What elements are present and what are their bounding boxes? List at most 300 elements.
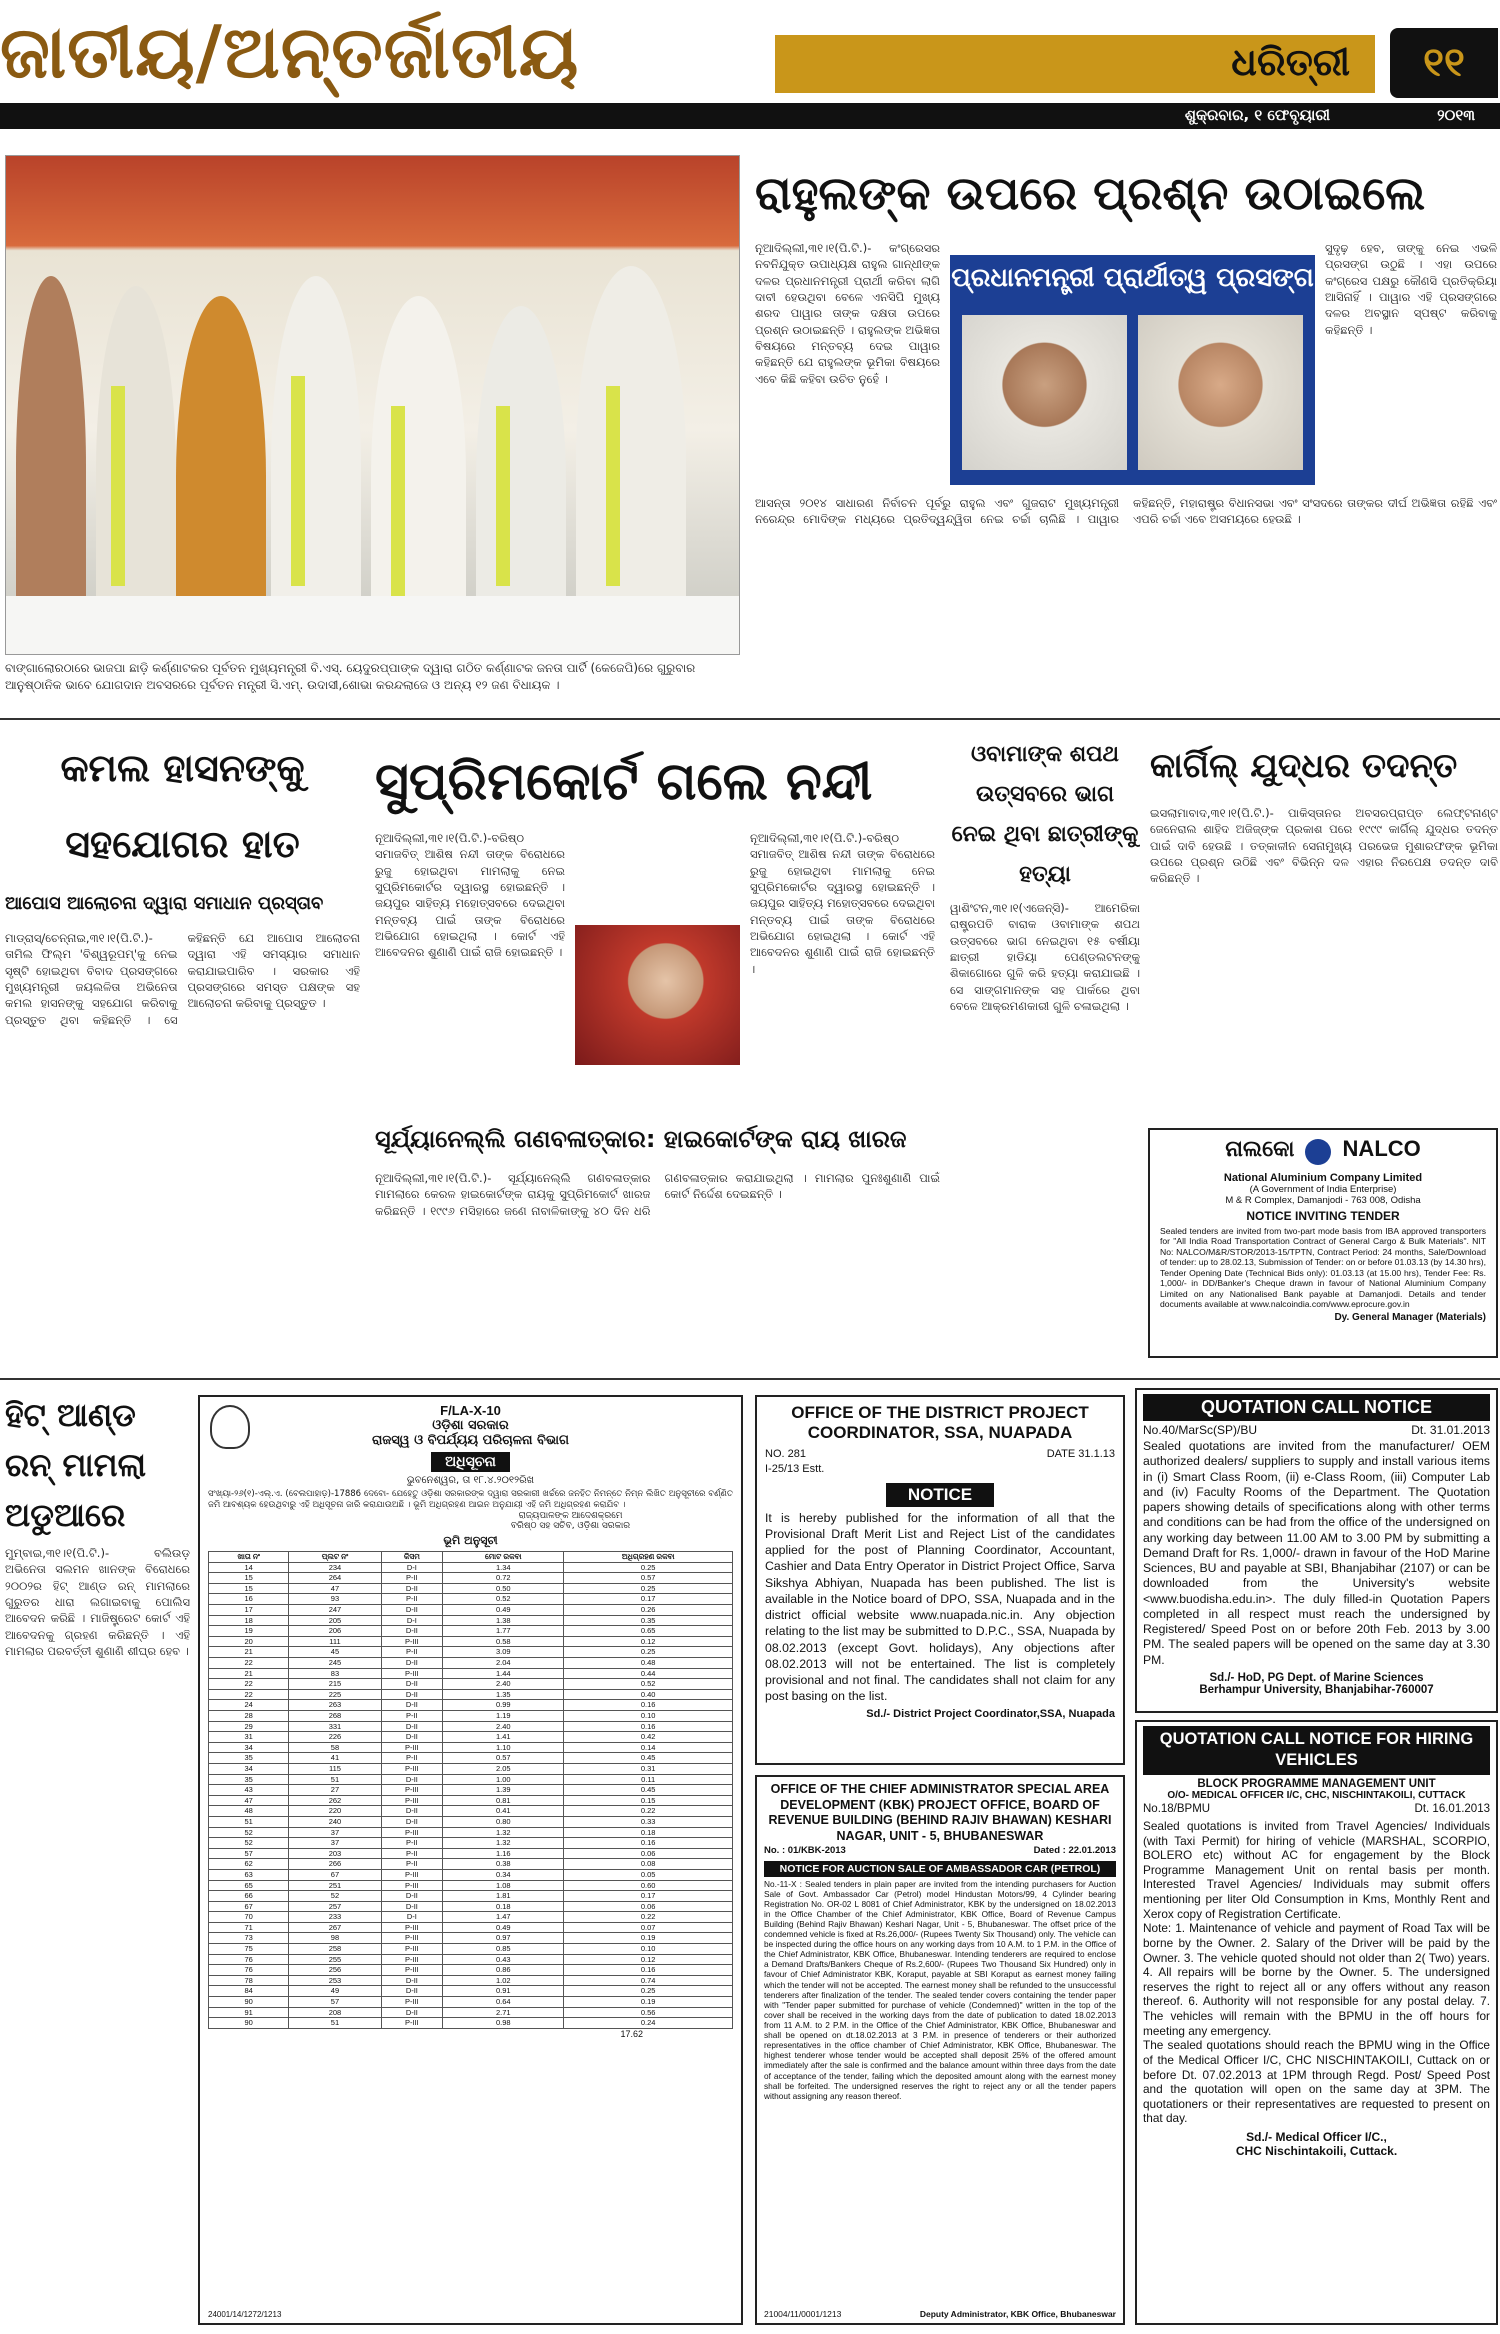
table-cell: 0.57 (564, 1573, 733, 1584)
body-rahul-left: ନୂଆଦିଲ୍ଲୀ,୩୧।୧(ପି.ଟି.)- କଂଗ୍ରେସର ନବନିଯୁକ୍ତ ଉପାଧ୍ୟକ୍ଷ ରାହୁଲ ଗାନ୍ଧୀଙ୍କ ଦଳର ପ୍ରଧାନମନ୍ତ୍ରୀ ପ୍ରାର୍ଥୀ କରିବା ଲାଗି ଦାବୀ ହେଉଥିବା ବେଳେ ଏନସିପି ମୁଖ୍ୟ ଶରଦ ପାୱାର ତାଙ୍କ ଦକ୍ଷତା ଉପରେ ପ୍ରଶ୍ନ ଉଠାଇଛନ୍ତି । ରାହୁଲଙ୍କ ଅଭିଜ୍ଞତା ବିଷୟରେ ମନ୍ତବ୍ୟ ଦେଇ ପାୱାର କହିଛନ୍ତି ଯେ ରାହୁଲଙ୍କ ଭୂମିକା ବିଷୟରେ ଏବେ କିଛି କହିବା ଉଚିତ ନୁହେଁ । (755, 241, 940, 386)
table-cell: 268 (289, 1711, 381, 1722)
table-cell: D-II (381, 1689, 443, 1700)
table-cell: 0.10 (564, 1944, 733, 1955)
table-cell: 0.42 (564, 1732, 733, 1743)
table-cell: 1.44 (443, 1668, 564, 1679)
table-cell: 0.25 (564, 1562, 733, 1573)
qv-title: QUOTATION CALL NOTICE FOR HIRING VEHICLES (1143, 1726, 1490, 1775)
qbu-sig2: Berhampur University, Bhanjabihar-760007 (1199, 1683, 1434, 1696)
table-cell: 58 (289, 1742, 381, 1753)
date-text: ଶୁକ୍ରବାର, ୧ ଫେବୃୟାରୀ (1184, 106, 1330, 124)
table-row (209, 1891, 733, 1902)
table-cell: 0.60 (564, 1880, 733, 1891)
kbk-notice (755, 1775, 1125, 2325)
qv-office2: O/O- MEDICAL OFFICER I/C, CHC, NISCHINTAKOILI, CUTTACK (1167, 1789, 1466, 1801)
land-col-header: ଅଧିଗ୍ରହଣ ରକବା (564, 1552, 733, 1563)
table-cell: 51 (289, 2018, 381, 2029)
kbk-office: OFFICE OF THE CHIEF ADMINISTRATOR SPECIAL AREA DEVELOPMENT (KBK) PROJECT OFFICE, BOARD OF REVENUE BUILDING (BEHIND RAJIV BHAWAN) KESHARI NAGAR, UNIT - 5, BHUBANESWAR (768, 1782, 1112, 1843)
table-cell: 76 (209, 1965, 289, 1976)
table-cell: 1.81 (443, 1891, 564, 1902)
table-cell: D-II (381, 1774, 443, 1785)
qv-sig1: Sd./- Medical Officer I/C., (1246, 2130, 1387, 2144)
qv-ref-row (1143, 1803, 1490, 1819)
table-row (209, 1594, 733, 1605)
table-cell: 34 (209, 1742, 289, 1753)
table-cell: 0.81 (443, 1795, 564, 1806)
kbk-no: No. : 01/KBK-2013 (764, 1844, 846, 1856)
govt-sign-name: ରାଜ୍ୟପାଳଙ୍କ ଆଦେଶକ୍ରମେ (518, 1511, 623, 1522)
table-cell: 1.02 (443, 1975, 564, 1986)
land-col-header: ମୋଟ ରକବା (443, 1552, 564, 1563)
table-cell: 0.48 (564, 1658, 733, 1669)
table-cell: 66 (209, 1891, 289, 1902)
table-cell: 19 (209, 1626, 289, 1637)
table-row (209, 2007, 733, 2018)
table-cell: 0.19 (564, 1933, 733, 1944)
table-cell: 22 (209, 1658, 289, 1669)
headline-rahul: ରାହୁଲଙ୍କ ଉପରେ ପ୍ରଶ୍ନ ଉଠାଇଲେ (755, 166, 1426, 220)
table-cell: 0.98 (443, 2018, 564, 2029)
table-cell: 1.19 (443, 1711, 564, 1722)
table-cell: 75 (209, 1944, 289, 1955)
table-cell: P-III (381, 1742, 443, 1753)
table-row (209, 1795, 733, 1806)
table-cell: 0.57 (443, 1753, 564, 1764)
subhead-kamal: ଆପୋସ ଆଲୋଚନା ଦ୍ୱାରା ସମାଧାନ ପ୍ରସ୍ତାବ (5, 893, 324, 914)
qv-date: Dt. 16.01.2013 (1414, 1802, 1490, 1815)
ssa-body: It is hereby published for the information of all that the Provisional Draft Merit List and Reject List of the candidates applied for the post of Planning Coordinator, Accountant, Cashier and Data Entry Operator in District Project Office, Sarva Sikshya Abhiyan, Nuapada has been published. The list is available in the Notice board of DPO, SSA, Nuapada and in the district official website www.nuapada.nic.in. Any objection relating to the list may be submitted to D.P.C., SSA, Nuapada by 08.02.2013 (except Govt. holidays), Any objections after 08.02.2013 will not be entertained. The list is completely provisional and not final. The candidates shall not claim for any post basing on the list. (765, 1510, 1115, 1704)
table-cell: 0.99 (443, 1700, 564, 1711)
table-row (209, 1615, 733, 1626)
table-cell: 1.35 (443, 1689, 564, 1700)
table-cell: 14 (209, 1562, 289, 1573)
table-cell: D-II (381, 1986, 443, 1997)
table-row (209, 1626, 733, 1637)
table-cell: 0.16 (564, 1721, 733, 1732)
table-cell: 0.16 (564, 1700, 733, 1711)
section-title: ଜାତୀୟ/ଅନ୍ତର୍ଜାତୀୟ (0, 9, 580, 94)
nalco-company: National Aluminium Company Limited (1223, 1172, 1423, 1184)
ssa-date: DATE 31.1.13 (1046, 1447, 1115, 1460)
body-rahul-bottom: ଆସନ୍ତା ୨୦୧୪ ସାଧାରଣ ନିର୍ବାଚନ ପୂର୍ବରୁ ରାହୁଲ ଏବଂ ଗୁଜରାଟ ମୁଖ୍ୟମନ୍ତ୍ରୀ ନରେନ୍ଦ୍ର ମୋଦିଙ୍କ ମଧ୍ୟରେ ପ୍ରତିଦ୍ୱନ୍ଦ୍ୱିତା ନେଇ ଚର୍ଚ୍ଚା ଚାଲିଛି । ପାୱାର କହିଛନ୍ତି, ମହାରାଷ୍ଟ୍ର ବିଧାନସଭା ଏବଂ ସଂସଦରେ ତାଙ୍କର ଦୀର୍ଘ ଅଭିଜ୍ଞତା ରହିଛି ଏବଂ ଏପରି ଚର୍ଚ୍ଚା ଏବେ ଅସମୟରେ ହେଉଛି । (755, 496, 1497, 527)
table-cell: 37 (289, 1838, 381, 1849)
ssa-no: NO. 281 (765, 1447, 806, 1460)
table-cell: P-III (381, 1668, 443, 1679)
headline-kamal: କମଲ ହାସନଙ୍କୁ ସହଯୋଗର ହାତ (60, 745, 305, 866)
table-cell: 0.12 (564, 1954, 733, 1965)
nalco-title: NOTICE INVITING TENDER (1246, 1209, 1400, 1223)
table-cell: 65 (209, 1880, 289, 1891)
table-row (209, 2018, 733, 2029)
inset-title: ପ୍ରଧାନମନ୍ତ୍ରୀ ପ୍ରାର୍ଥୀତ୍ୱ ପ୍ରସଙ୍ଗ (951, 263, 1314, 293)
table-cell: 78 (209, 1975, 289, 1986)
table-cell: 215 (289, 1679, 381, 1690)
table-cell: D-II (381, 1816, 443, 1827)
nalco-ad (1148, 1128, 1498, 1358)
table-cell: 29 (209, 1721, 289, 1732)
kbk-date: Dated : 22.01.2013 (1033, 1844, 1116, 1856)
table-cell: 93 (289, 1594, 381, 1605)
govt-sign-title: ବରିଷ୍ଠ ସହ ସଚିବ, ଓଡ଼ିଶା ସରକାର (510, 1521, 631, 1532)
qbu-no: No.40/MarSc(SP)/BU (1143, 1423, 1258, 1437)
table-cell: 84 (209, 1986, 289, 1997)
table-cell: 47 (289, 1583, 381, 1594)
table-cell: 0.33 (564, 1816, 733, 1827)
govt-footer-code: 24001/14/1272/1213 (208, 2310, 282, 2319)
table-cell: 247 (289, 1605, 381, 1616)
nandy-photo (575, 925, 740, 1065)
table-cell: D-II (381, 1626, 443, 1637)
table-cell: 24 (209, 1700, 289, 1711)
table-cell: 0.38 (443, 1859, 564, 1870)
table-row (209, 1848, 733, 1859)
table-cell: 0.45 (564, 1753, 733, 1764)
table-row (209, 1605, 733, 1616)
table-row (209, 1689, 733, 1700)
table-cell: 266 (289, 1859, 381, 1870)
table-cell: 233 (289, 1912, 381, 1923)
table-cell: 0.35 (564, 1615, 733, 1626)
table-row (209, 1679, 733, 1690)
kbk-footer (764, 2309, 1116, 2319)
table-cell: 234 (289, 1562, 381, 1573)
table-cell: 52 (209, 1827, 289, 1838)
table-cell: D-II (381, 1721, 443, 1732)
table-cell: 15 (209, 1573, 289, 1584)
nalco-body: Sealed tenders are invited from two-part mode basis from IBA approved transporters for "All India Road Transportation Contract of General Cargo & Bulk Materials". NIT No: NALCO/M&R/STOR/2013-15/TPTN, Contract Period: 24 months, Sale/Download of tender: up to 28.02.13, Submission of Tender: on or before 01.03.13 (by 14.30 hrs), Tender Opening Date (Technical Bids only): 01.03.13 (at 15.00 hrs), Tender Fee: Rs. 1,000/- in DD/Banker's Cheque drawn in favour of National Aluminium Company Limited on any Nationalised Bank payable at Damanjodi. Details and tender documents available at www.nalcoindia.com/www.eprocure.gov.in (1160, 1226, 1486, 1310)
nalco-logo-en: NALCO (1342, 1136, 1421, 1161)
table-row (209, 1573, 733, 1584)
table-cell: 1.47 (443, 1912, 564, 1923)
table-cell: 0.17 (564, 1891, 733, 1902)
table-cell: 0.43 (443, 1954, 564, 1965)
table-cell: P-II (381, 1753, 443, 1764)
table-cell: 1.32 (443, 1827, 564, 1838)
table-cell: 0.44 (564, 1668, 733, 1679)
table-cell: 258 (289, 1944, 381, 1955)
table-row (209, 1912, 733, 1923)
table-row (209, 1880, 733, 1891)
table-cell: 111 (289, 1636, 381, 1647)
govt-land-notice (198, 1395, 743, 2325)
table-row (209, 1838, 733, 1849)
headline-salman: ହିଟ୍ ଆଣ୍ଡ ରନ୍ ମାମଲା ଅଡୁଆରେ (5, 1396, 147, 1534)
table-cell: 205 (289, 1615, 381, 1626)
table-cell: 0.58 (443, 1636, 564, 1647)
table-cell: 0.10 (564, 1711, 733, 1722)
qv-body: Sealed quotations is invited from Travel Agencies/ Individuals (with Taxi Permit) for hiring of vehicle (MARSHAL, SCORPIO, BOLERO etc) without AC for engagement by the Block Programme Management Unit on rental basis per month. Interested Travel Agencies/ Individuals may submit offers mentioning per liter Old Consumption in Kms, Monthly Rent and Xerox copy of Registration Certificate. (1143, 1818, 1490, 1921)
page-number-box (1390, 28, 1498, 98)
table-cell: 67 (289, 1869, 381, 1880)
table-row (209, 1859, 733, 1870)
table-cell: 1.77 (443, 1626, 564, 1637)
kbk-ref-row (764, 1845, 1116, 1859)
table-cell: 0.86 (443, 1965, 564, 1976)
qbu-title: QUOTATION CALL NOTICE (1143, 1394, 1490, 1421)
ssa-notice (755, 1395, 1125, 1765)
rahul-inset (950, 255, 1315, 485)
table-cell: 51 (209, 1816, 289, 1827)
table-cell: 0.34 (443, 1869, 564, 1880)
table-cell: 73 (209, 1933, 289, 1944)
table-cell: D-I (381, 1562, 443, 1573)
land-col-header: ପ୍ଲଟ ନଂ (289, 1552, 381, 1563)
table-cell: 2.40 (443, 1679, 564, 1690)
table-cell: P-III (381, 1785, 443, 1796)
table-cell: D-II (381, 1583, 443, 1594)
table-cell: 2.71 (443, 2007, 564, 2018)
kbk-title: NOTICE FOR AUCTION SALE OF AMBASSADOR CAR (PETROL) (764, 1861, 1116, 1877)
table-cell: 0.45 (564, 1785, 733, 1796)
table-cell: 0.72 (443, 1573, 564, 1584)
table-cell: 34 (209, 1763, 289, 1774)
paper-name: ଧରିତ୍ରୀ (1231, 39, 1350, 84)
table-cell: P-III (381, 1944, 443, 1955)
nalco-logo-icon (1305, 1139, 1331, 1165)
table-cell: 267 (289, 1922, 381, 1933)
table-cell: D-II (381, 1732, 443, 1743)
table-cell: 0.97 (443, 1933, 564, 1944)
table-row (209, 1774, 733, 1785)
table-cell: 0.31 (564, 1763, 733, 1774)
body-nandy-right: ନୂଆଦିଲ୍ଲୀ,୩୧।୧(ପି.ଟି.)-ବରିଷ୍ଠ ସମାଜବିତ୍ ଆଶିଷ ନନ୍ଦୀ ତାଙ୍କ ବିରୋଧରେ ରୁଜୁ ହୋଇଥିବା ମାମଲାକୁ ନେଇ ସୁପ୍ରିମକୋର୍ଟର ଦ୍ୱାରସ୍ଥ ହୋଇଛନ୍ତି । ଜୟପୁର ସାହିତ୍ୟ ମହୋତ୍ସବରେ ଦେଇଥିବା ମନ୍ତବ୍ୟ ପାଇଁ ତାଙ୍କ ବିରୋଧରେ ଅଭିଯୋଗ ହୋଇଥିଲା । କୋର୍ଟ ଏହି ଆବେଦନର ଶୁଣାଣି ପାଇଁ ରାଜି ହୋଇଛନ୍ତି । (750, 831, 935, 976)
table-cell: P-III (381, 1965, 443, 1976)
table-cell: 2.04 (443, 1658, 564, 1669)
table-cell: 251 (289, 1880, 381, 1891)
table-row (209, 1869, 733, 1880)
quotation-bu-notice (1135, 1388, 1498, 1713)
table-row (209, 1816, 733, 1827)
qv-office1: BLOCK PROGRAMME MANAGEMENT UNIT (1197, 1777, 1436, 1790)
govt-title: ଅଧିସୂଚନା (431, 1452, 510, 1472)
table-cell: 63 (209, 1869, 289, 1880)
qbu-sig1: Sd./- HoD, PG Dept. of Marine Sciences (1209, 1671, 1424, 1684)
table-row (209, 1975, 733, 1986)
odisha-emblem (210, 1405, 250, 1449)
table-cell: 28 (209, 1711, 289, 1722)
table-cell: 0.22 (564, 1806, 733, 1817)
headline-obama: ଓବାମାଙ୍କ ଶପଥ ଉତ୍ସବରେ ଭାଗ ନେଇ ଥିବା ଛାତ୍ରୀଙ୍କୁ ହତ୍ୟା (951, 742, 1139, 887)
govt-date: ଭୁବନେଶ୍ୱର, ତା ୧୮.୪.୨୦୧୨ରିଖ (406, 1475, 535, 1486)
quotation-vehicles-notice (1135, 1720, 1498, 2325)
table-cell: 0.85 (443, 1944, 564, 1955)
table-cell: 48 (209, 1806, 289, 1817)
ssa-title: NOTICE (886, 1483, 994, 1507)
table-cell: 0.26 (564, 1605, 733, 1616)
nalco-signature: Dy. General Manager (Materials) (1334, 1311, 1486, 1323)
table-cell: P-III (381, 1869, 443, 1880)
table-cell: 51 (289, 1774, 381, 1785)
headline-kargil: କାର୍ଗିଲ୍ ଯୁଦ୍ଧର ତଦନ୍ତ (1150, 746, 1458, 786)
table-cell: 253 (289, 1975, 381, 1986)
table-cell: 115 (289, 1763, 381, 1774)
table-cell: D-II (381, 1605, 443, 1616)
table-cell: 21 (209, 1668, 289, 1679)
table-cell: 20 (209, 1636, 289, 1647)
table-cell: D-II (381, 2007, 443, 2018)
table-cell: 17 (209, 1605, 289, 1616)
table-cell: 62 (209, 1859, 289, 1870)
table-row (209, 1827, 733, 1838)
table-cell: 225 (289, 1689, 381, 1700)
land-col-header: ଖାତା ନଂ (209, 1552, 289, 1563)
table-row (209, 1700, 733, 1711)
table-cell: 0.12 (564, 1636, 733, 1647)
page-number: ୧୧ (1423, 40, 1465, 86)
govt-dept: ରାଜସ୍ୱ ଓ ବିପର୍ଯ୍ୟୟ ପରିଚାଳନା ବିଭାଗ (371, 1433, 570, 1448)
table-cell: 90 (209, 1997, 289, 2008)
table-cell: 206 (289, 1626, 381, 1637)
table-cell: D-II (381, 1679, 443, 1690)
table-cell: 0.49 (443, 1922, 564, 1933)
table-cell: 1.00 (443, 1774, 564, 1785)
table-cell: 0.49 (443, 1605, 564, 1616)
table-cell: 57 (289, 1997, 381, 2008)
table-cell: P-III (381, 1933, 443, 1944)
table-cell: 70 (209, 1912, 289, 1923)
table-cell: 0.52 (443, 1594, 564, 1605)
table-cell: D-II (381, 1658, 443, 1669)
table-row (209, 1647, 733, 1658)
table-cell: 0.08 (564, 1859, 733, 1870)
nalco-logo-row (1160, 1136, 1486, 1172)
lead-photo (5, 155, 740, 655)
table-row (209, 1732, 733, 1743)
govt-total: 17.62 (620, 2028, 643, 2039)
table-row (209, 1711, 733, 1722)
body-nandy: ନୂଆଦିଲ୍ଲୀ,୩୧।୧(ପି.ଟି.)-ବରିଷ୍ଠ ସମାଜବିତ୍ ଆଶିଷ ନନ୍ଦୀ ତାଙ୍କ ବିରୋଧରେ ରୁଜୁ ହୋଇଥିବା ମାମଲାକୁ ନେଇ ସୁପ୍ରିମକୋର୍ଟର ଦ୍ୱାରସ୍ଥ ହୋଇଛନ୍ତି । ଜୟପୁର ସାହିତ୍ୟ ମହୋତ୍ସବରେ ଦେଇଥିବା ମନ୍ତବ୍ୟ ପାଇଁ ତାଙ୍କ ବିରୋଧରେ ଅଭିଯୋଗ ହୋଇଥିଲା । କୋର୍ଟ ଏହି ଆବେଦନର ଶୁଣାଣି ପାଇଁ ରାଜି ହୋଇଛନ୍ତି । (375, 831, 565, 960)
nalco-logo-odia: ନାଲକୋ (1225, 1137, 1295, 1162)
qbu-body: Sealed quotations are invited from the manufacturer/ OEM authorized dealers/ suppliers to supply and install various items in (i) Smart Class Room, (ii) e-Class Room, (iii) Computer Lab and (iv) Faculty Rooms of the Department. The Quotation papers showing details of specifications along with other terms and conditions can be had from the office of the undersigned on any working day between 11.00 AM to 3.00 PM by submitting a Demand Draft for Rs. 1,000/- drawn in favour of the HoD Marine Sciences, BU and payable at SBI, Bhanjabihar (2107) or can be downloaded from the University's website <www.buodisha.edu.in>. The duly filled-in Quotation Papers completed in all respect must reach the undersigned by Registered/ Speed Post on or before 20th Feb. 2013 by 3.00 PM. The sealed papers will be opened on the same day at 3.30 PM. (1143, 1439, 1490, 1667)
table-cell: 1.41 (443, 1732, 564, 1743)
table-cell: 22 (209, 1689, 289, 1700)
ssa-ref-row (765, 1448, 1115, 1480)
table-cell: D-II (381, 1891, 443, 1902)
kbk-signature: Deputy Administrator, KBK Office, Bhubaneswar (919, 2309, 1116, 2319)
govt-schedule-title: ଭୂମି ଅନୁସୂଚୀ (443, 1534, 498, 1548)
body-kargil: ଇସଲାମାବାଦ,୩୧।୧(ପି.ଟି.)- ପାକିସ୍ତାନର ଅବସରପ୍ରାପ୍ତ ଲେଫ୍ଟନାଣ୍ଟ ଜେନେରାଲ ଶାହିଦ ଅଜିଜ୍‌ଙ୍କ ପ୍ରକାଶ ପରେ ୧୯୯୯ କାର୍ଗିଲ୍ ଯୁଦ୍ଧର ତଦନ୍ତ ପାଇଁ ଦାବି ହେଉଛି । ତତ୍କାଳୀନ ସେନାମୁଖ୍ୟ ପରଭେଜ ମୁଶାରଫଙ୍କ ଭୂମିକା ଉପରେ ପ୍ରଶ୍ନ ଉଠିଛି ଏବଂ ବିଭିନ୍ନ ଦଳ ଏହାର ନିରପେକ୍ଷ ତଦନ୍ତ ଦାବି କରିଛନ୍ତି । (1150, 806, 1498, 886)
govt-name: ଓଡ଼ିଶା ସରକାର (432, 1418, 509, 1433)
table-cell: 0.18 (443, 1901, 564, 1912)
body-obama: ୱାଶିଂଟନ,୩୧।୧(ଏଜେନ୍ସି)- ଆମେରିକା ରାଷ୍ଟ୍ରପତି ବାରାକ ଓବାମାଙ୍କ ଶପଥ ଉତ୍ସବରେ ଭାଗ ନେଇଥିବା ୧୫ ବର୍ଷୀୟା ଛାତ୍ରୀ ହାଡିୟା ପେଣ୍ଡଲଟନଙ୍କୁ ଶିକାଗୋରେ ଗୁଳି କରି ହତ୍ୟା କରାଯାଇଛି । ସେ ସାଙ୍ଗମାନଙ୍କ ସହ ପାର୍କରେ ଥିବା ବେଳେ ଆକ୍ରମଣକାରୀ ଗୁଳି ଚଳାଇଥିଲା । (950, 901, 1140, 1013)
ssa-estd: I-25/13 Estt. (765, 1462, 825, 1475)
table-cell: 2.05 (443, 1763, 564, 1774)
table-cell: P-II (381, 1573, 443, 1584)
table-cell: 262 (289, 1795, 381, 1806)
table-cell: 203 (289, 1848, 381, 1859)
table-cell: P-III (381, 2018, 443, 2029)
table-row (209, 1922, 733, 1933)
land-schedule-table (208, 1551, 733, 2029)
pawar-photo (962, 315, 1127, 470)
table-row (209, 1668, 733, 1679)
qv-sig2: CHC Nischintakoili, Cuttack. (1235, 2144, 1398, 2158)
table-row (209, 1636, 733, 1647)
table-cell: D-I (381, 1912, 443, 1923)
table-cell: 0.74 (564, 1975, 733, 1986)
table-cell: P-III (381, 1954, 443, 1965)
table-cell: 0.25 (564, 1583, 733, 1594)
paper-name-box (775, 35, 1375, 93)
table-cell: 18 (209, 1615, 289, 1626)
table-cell: P-III (381, 1636, 443, 1647)
table-cell: P-II (381, 1838, 443, 1849)
table-cell: 1.34 (443, 1562, 564, 1573)
table-cell: 57 (209, 1848, 289, 1859)
table-cell: 1.16 (443, 1848, 564, 1859)
qv-note: Note: 1. Maintenance of vehicle and payment of Road Tax will be borne by the Owner. 2. Salary of the Driver will be paid by the Owner. 3. The vehicle quoted should not older than 2( Two) years. 4. All repairs will be borne by the Owner. 5. The undersigned reserves the right to reject all or any offers without any reason thereof. 6. Authority will not responsible for any postal delay. 7. The vehicles will remain with the BPMU in the off hours for meeting any emergency. (1143, 1921, 1490, 2038)
body-salman: ମୁମ୍ବାଇ,୩୧।୧(ପି.ଟି.)- ବଲିଉଡ଼ ଅଭିନେତା ସଲମନ ଖାନଙ୍କ ବିରୋଧରେ ୨୦୦୨ର ହିଟ୍ ଆଣ୍ଡ ରନ୍ ମାମଲାରେ ଗୁରୁତର ଧାରା ଲଗାଇବାକୁ ପୋଲିସ ଆବେଦନ କରିଛି । ମାଜିଷ୍ଟ୍ରେଟ କୋର୍ଟ ଏହି ଆବେଦନକୁ ଗ୍ରହଣ କରିଛନ୍ତି । ଏହି ମାମଲାର ପରବର୍ତ୍ତୀ ଶୁଣାଣି ଶୀଘ୍ର ହେବ । (5, 1546, 190, 1658)
rahul-photo (1138, 315, 1303, 470)
year-text: ୨୦୧୩ (1437, 106, 1475, 124)
table-cell: P-III (381, 1997, 443, 2008)
table-cell: 0.80 (443, 1816, 564, 1827)
table-cell: 1.10 (443, 1742, 564, 1753)
table-cell: 0.19 (564, 1997, 733, 2008)
table-row (209, 1742, 733, 1753)
table-row (209, 1658, 733, 1669)
table-cell: P-III (381, 1922, 443, 1933)
table-cell: 67 (209, 1901, 289, 1912)
table-row (209, 1583, 733, 1594)
table-cell: 240 (289, 1816, 381, 1827)
table-cell: 21 (209, 1647, 289, 1658)
table-cell: 0.11 (564, 1774, 733, 1785)
table-row (209, 1954, 733, 1965)
table-row (209, 1933, 733, 1944)
table-cell: P-II (381, 1711, 443, 1722)
table-cell: 0.24 (564, 2018, 733, 2029)
table-row (209, 1901, 733, 1912)
table-cell: 257 (289, 1901, 381, 1912)
table-cell: 98 (289, 1933, 381, 1944)
nalco-address: M & R Complex, Damanjodi - 763 008, Odisha (1225, 1195, 1421, 1206)
table-cell: 0.56 (564, 2007, 733, 2018)
govt-body: ସଂଖ୍ୟା-୨୬(୧)-ଏଲ୍.ଏ. (ବେଲପାହାଡ଼)-17886 ଦେବୋ- ଯେହେତୁ ଓଡ଼ିଶା ସରକାରଙ୍କ ଦ୍ୱାରା ସରକାରୀ ଖର୍ଚ୍ଚରେ ଜନହିତ ନିମନ୍ତେ ନିମ୍ନ ଲିଖିତ ଅନୁସୂଚୀରେ ବର୍ଣ୍ଣିତ ଜମି ଆବଶ୍ୟକ ହେଉଥିବାରୁ ଏହି ଅଧିସୂଚନା ଜାରି କରାଯାଉଅଛି । ଭୂମି ଅଧିଗ୍ରହଣ ଆଇନ ଅନୁଯାୟୀ ଏହି ଜମି ଅଧିଗ୍ରହଣ କରାଯିବ । (208, 1489, 733, 1511)
body-kamal: ମାଡ୍ରାସ୍/ଚେନ୍ନାଇ,୩୧।୧(ପି.ଟି.)- ତାମିଲ ଫିଲ୍ମ 'ବିଶ୍ୱରୂପମ୍'କୁ ନେଇ ସୃଷ୍ଟି ହୋଇଥିବା ବିବାଦ ପ୍ରସଙ୍ଗରେ ମୁଖ୍ୟମନ୍ତ୍ରୀ ଜୟଲଳିତା ଅଭିନେତା କମଲ ହାସନଙ୍କୁ ସହଯୋଗ କରିବାକୁ ପ୍ରସ୍ତୁତ ଥିବା କହିଛନ୍ତି । ସେ କହିଛନ୍ତି ଯେ ଆପୋସ ଆଲୋଚନା ଦ୍ୱାରା ଏହି ସମସ୍ୟାର ସମାଧାନ କରାଯାଇପାରିବ । ସରକାର ଏହି ପ୍ରସଙ୍ଗରେ ସମସ୍ତ ପକ୍ଷଙ୍କ ସହ ଆଲୋଚନା କରିବାକୁ ପ୍ରସ୍ତୁତ । (5, 931, 360, 1027)
table-row (209, 1944, 733, 1955)
table-row (209, 1562, 733, 1573)
table-cell: 1.32 (443, 1838, 564, 1849)
body-rahul-right: ସୁଦୃଢ଼ ହେବ, ତାଙ୍କୁ ନେଇ ଏଭଳି ପ୍ରସଙ୍ଗ ଉଠୁଛି । ଏହା ଉପରେ କଂଗ୍ରେସ ପକ୍ଷରୁ କୌଣସି ପ୍ରତିକ୍ରିୟା ଆସିନାହିଁ । ପାୱାର ଏହି ପ୍ରସଙ୍ଗରେ ଦଳର ଅବସ୍ଥାନ ସ୍ପଷ୍ଟ କରିବାକୁ କହିଛନ୍ତି । (1325, 241, 1497, 337)
table-cell: 245 (289, 1658, 381, 1669)
table-cell: P-III (381, 1827, 443, 1838)
nalco-enterprise: (A Government of India Enterprise) (1249, 1184, 1397, 1195)
table-cell: 0.17 (564, 1594, 733, 1605)
table-cell: 52 (209, 1838, 289, 1849)
table-cell: 0.18 (564, 1827, 733, 1838)
table-cell: 1.39 (443, 1785, 564, 1796)
table-cell: 31 (209, 1732, 289, 1743)
table-cell: 0.16 (564, 1965, 733, 1976)
table-cell: 0.25 (564, 1986, 733, 1997)
table-cell: 0.40 (564, 1689, 733, 1700)
table-cell: 256 (289, 1965, 381, 1976)
headline-nandy: ସୁପ୍ରିମକୋର୍ଟ ଗଲେ ନନ୍ଦୀ (375, 751, 873, 812)
table-cell: P-II (381, 1647, 443, 1658)
date-bar (0, 103, 1500, 129)
table-row (209, 1965, 733, 1976)
table-cell: 52 (289, 1891, 381, 1902)
table-cell: 226 (289, 1732, 381, 1743)
table-cell: 208 (289, 2007, 381, 2018)
body-suryanelli: ନୂଆଦିଲ୍ଲୀ,୩୧।୧(ପି.ଟି.)- ସୂର୍ଯ୍ୟାନେଲ୍ଲି ଗଣବଳାତ୍କାର ମାମଲାରେ କେରଳ ହାଇକୋର୍ଟଙ୍କ ରାୟକୁ ସୁପ୍ରିମକୋର୍ଟ ଖାରଜ କରିଛନ୍ତି । ୧୯୯୬ ମସିହାରେ ଜଣେ ନାବାଳିକାଙ୍କୁ ୪୦ ଦିନ ଧରି ଗଣବଳାତ୍କାର କରାଯାଇଥିଲା । ମାମଲାର ପୁନଃଶୁଣାଣି ପାଇଁ କୋର୍ଟ ନିର୍ଦ୍ଦେଶ ଦେଇଛନ୍ତି । (375, 1171, 940, 1218)
table-cell: 22 (209, 1679, 289, 1690)
table-cell: 0.50 (443, 1583, 564, 1594)
table-cell: P-II (381, 1859, 443, 1870)
kbk-code: 21004/11/0001/1213 (764, 2309, 842, 2319)
ssa-office: OFFICE OF THE DISTRICT PROJECT COORDINATOR, SSA, NUAPADA (791, 1403, 1089, 1443)
